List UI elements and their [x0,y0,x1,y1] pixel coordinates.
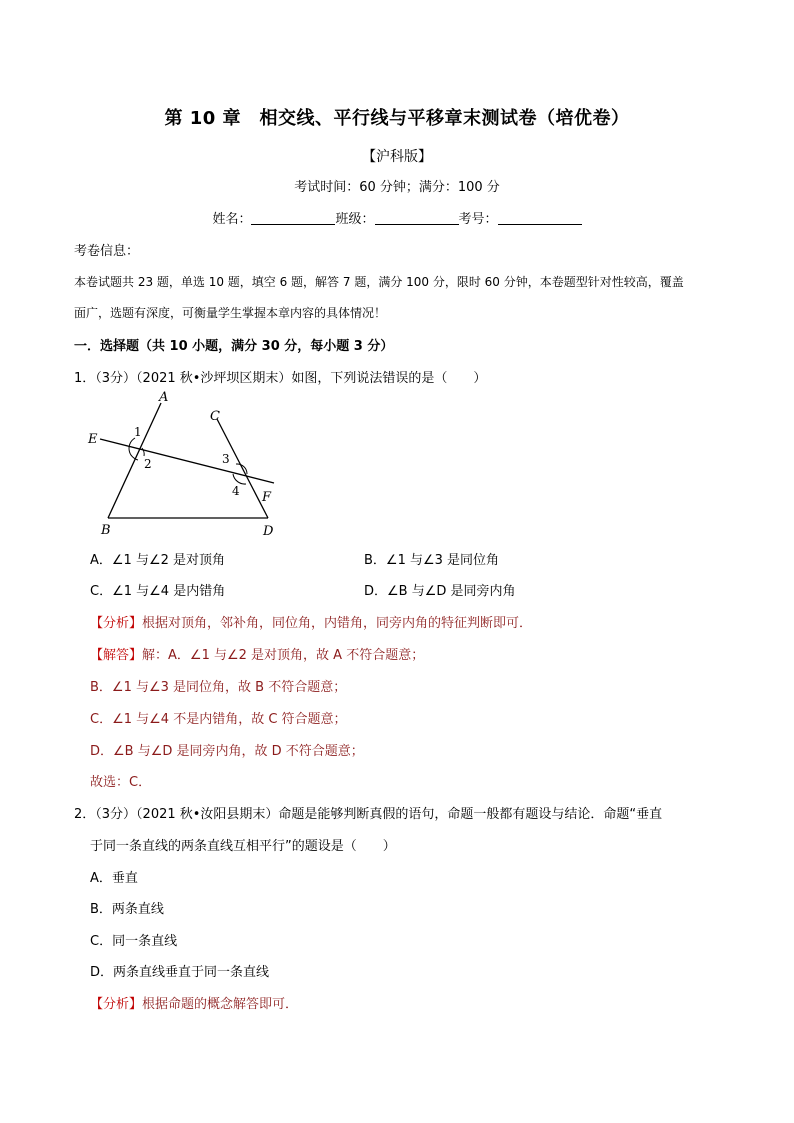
line-EF [100,439,274,483]
name-label: 姓名： [212,212,252,227]
q2-analysis [90,993,298,1012]
q1-answer-4: D．∠B 与∠D 是同旁内角，故 D 不符合题意； [90,744,364,759]
q1-option-c: C．∠1 与∠4 是内错角 [90,584,226,599]
q2-option-c: C．同一条直线 [90,934,178,949]
label-angle-4: 4 [232,484,240,498]
label-B: B [101,523,111,538]
page-title: 第 10 章 相交线、平行线与平移章末测试卷（培优卷） [164,108,630,129]
label-A: A [159,390,169,405]
q1-answer-lead: 解： [142,648,169,663]
q2-stem-line-2: 于同一条直线的两条直线互相平行”的题设是（ ） [90,839,396,854]
q1-analysis [90,612,532,631]
label-D: D [263,524,274,539]
number-label: 考号： [458,212,498,227]
label-angle-3: 3 [222,452,230,466]
info-line-1: 本卷试题共 23 题，单选 10 题，填空 6 题，解答 7 题，满分 100 分，限时 60 分钟，本卷题型针对性较高，覆盖 [74,275,684,289]
class-label: 班级： [335,212,375,227]
label-C: C [210,409,220,424]
q1-answer-3: C．∠1 与∠4 不是内错角，故 C 符合题意； [90,712,347,727]
edition-label: 【沪科版】 [362,149,432,165]
student-info-row [0,208,794,227]
q2-option-b: B．两条直线 [90,902,164,917]
info-line-2: 面广，选题有深度，可衡量学生掌握本章内容的具体情况！ [74,306,387,320]
q1-answer-2: B．∠1 与∠3 是同位角，故 B 不符合题意； [90,680,347,695]
class-blank [375,211,459,225]
q1-answer-1: A．∠1 与∠2 是对顶角，故 A 不符合题意； [168,648,425,663]
label-F: F [262,490,272,505]
q1-option-b: B．∠1 与∠3 是同位角 [364,553,500,568]
info-heading: 考卷信息： [74,244,140,259]
q1-answer-line-1 [90,644,424,663]
section-heading: 一．选择题（共 10 小题，满分 30 分，每小题 3 分） [74,339,394,354]
label-angle-1: 1 [134,425,142,439]
q1-option-a: A．∠1 与∠2 是对顶角 [90,553,226,568]
line-AB [108,403,161,518]
q2-stem-line-1: 2．（3分）（2021 秋•汝阳县期末）命题是能够判断真假的语句，命题一般都有题设与结论．命题“垂直 [74,807,663,822]
q1-option-d: D．∠B 与∠D 是同旁内角 [364,584,516,599]
q1-analysis-tag: 【分析】 [90,616,143,631]
q1-geometry-figure [86,388,286,540]
name-blank [251,211,335,225]
q1-choice: 故选：C． [90,775,152,790]
q1-answer-tag: 【解答】 [90,648,143,663]
q2-option-a: A．垂直 [90,871,138,886]
q2-analysis-tag: 【分析】 [90,997,143,1012]
label-angle-2: 2 [144,457,152,471]
number-blank [498,211,582,225]
line-CD [217,419,268,518]
q2-analysis-text: 根据命题的概念解答即可． [142,997,299,1012]
label-E: E [88,432,98,447]
q1-stem: 1．（3分）（2021 秋•沙坪坝区期末）如图，下列说法错误的是（ ） [74,371,487,386]
exam-info: 考试时间：60 分钟；满分：100 分 [294,180,500,195]
angle-3-arc [236,464,247,474]
q2-option-d: D．两条直线垂直于同一条直线 [90,965,270,980]
q1-analysis-text: 根据对顶角，邻补角，同位角，内错角，同旁内角的特征判断即可． [142,616,533,631]
angle-2-arc [142,448,144,456]
